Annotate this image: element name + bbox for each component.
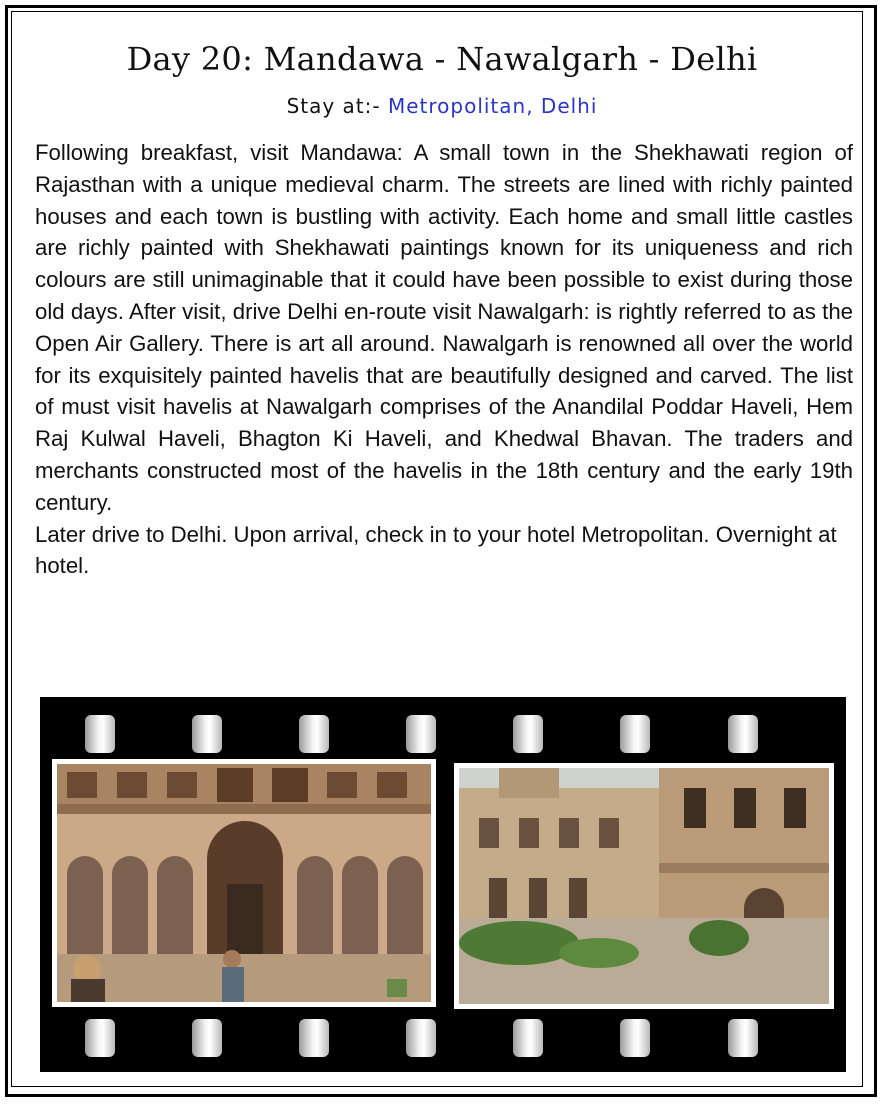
sprocket-hole xyxy=(192,1019,222,1057)
sprocket-hole xyxy=(299,1019,329,1057)
photo-mandawa-haveli xyxy=(52,759,436,1007)
stay-line xyxy=(0,94,884,118)
sprocket-hole xyxy=(406,1019,436,1057)
description-paragraph: Following breakfast, visit Mandawa: A small town in the Shekhawati region of Rajasthan with a unique medieval charm. The streets are lined with richly painted houses and each town is bustling with activity. Each home and small little castles are richly painted with Shekhawati paintings known for its uniqueness and rich colours are still unimaginable that it could have been possible to exist during those old days. After visit, drive Delhi en-route visit Nawalgarh: is rightly referred to as the Open Air Gallery. There is art all around. Nawalgarh is renowned all over the world for its exquisitely painted havelis that are beautifully designed and carved. The list of must visit havelis at Nawalgarh comprises of the Anandilal Poddar Haveli, Hem Raj Kulwal Haveli, Bhagton Ki Haveli, and Khedwal Bhavan. The traders and merchants constructed most of the havelis in the 18th century and the early 19th century. xyxy=(35,140,853,515)
sprocket-hole xyxy=(620,1019,650,1057)
sprocket-hole xyxy=(85,1019,115,1057)
itinerary-description xyxy=(35,137,853,582)
filmstrip-photo-frame xyxy=(40,697,846,1072)
sprocket-hole xyxy=(299,715,329,753)
hotel-name: Metropolitan, Delhi xyxy=(387,94,598,118)
sprocket-hole xyxy=(728,715,758,753)
sprocket-hole xyxy=(620,715,650,753)
stay-label: Stay at:- xyxy=(286,94,381,118)
sprocket-hole xyxy=(406,715,436,753)
description-paragraph: Later drive to Delhi. Upon arrival, check in to your hotel Metropolitan. Overnight at hotel. xyxy=(35,521,837,579)
page-title: Day 20: Mandawa - Nawalgarh - Delhi xyxy=(126,40,758,78)
sprocket-hole xyxy=(513,715,543,753)
photo-nawalgarh-haveli xyxy=(454,763,834,1009)
sprocket-hole xyxy=(513,1019,543,1057)
sprocket-hole xyxy=(192,715,222,753)
sprocket-hole xyxy=(728,1019,758,1057)
sprocket-hole xyxy=(85,715,115,753)
